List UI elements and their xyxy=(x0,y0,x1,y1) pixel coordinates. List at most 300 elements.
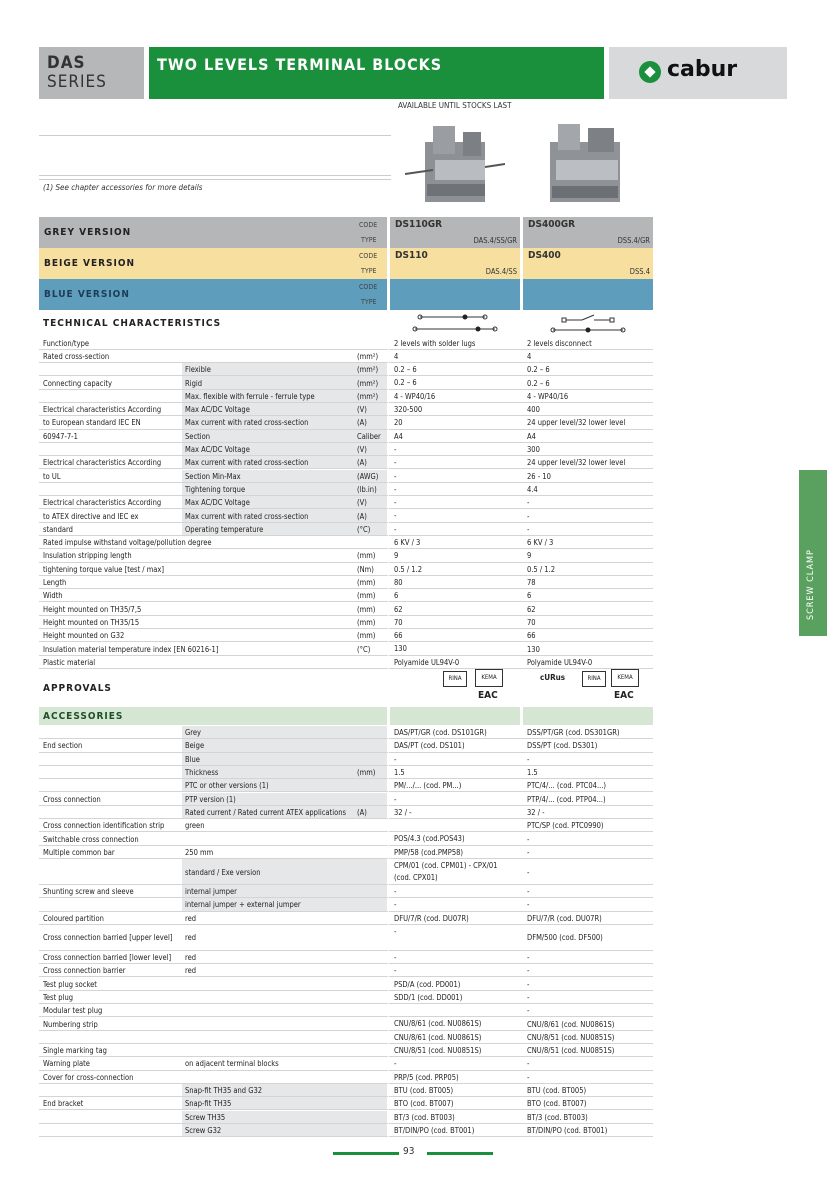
row-sublabel: Snap-fit TH35 and G32 xyxy=(185,1086,263,1096)
row-value-col1: 1.5 xyxy=(394,767,405,777)
row-value-col1: DFU/7/R (cod. DU07R) xyxy=(394,913,469,923)
table-row xyxy=(39,629,653,642)
row-sublabel: Max. flexible with ferrule - ferrule type xyxy=(185,391,315,401)
row-unit: (Nm) xyxy=(357,564,374,574)
row-unit: (°C) xyxy=(357,644,371,654)
row-value-col2: - xyxy=(527,1006,530,1016)
row-value-col1: - xyxy=(394,471,397,481)
row-label: Connecting capacity xyxy=(43,378,112,388)
version-label: BEIGE VERSION xyxy=(44,258,136,269)
row-sublabel: Max current with rated cross-section xyxy=(185,511,309,521)
col-sep xyxy=(388,859,389,885)
row-sublabel: Rigid xyxy=(185,378,203,388)
logo-text: cabur xyxy=(667,57,738,82)
row-label: Length xyxy=(43,578,67,588)
table-row xyxy=(39,656,653,669)
row-unit: (V) xyxy=(357,498,367,508)
row-sublabel: Max current with rated cross-section xyxy=(185,458,309,468)
col-sep xyxy=(388,885,389,898)
table-row xyxy=(39,964,653,977)
row-label: Electrical characteristics According xyxy=(43,498,162,508)
col-sep xyxy=(388,549,389,562)
row-label: End section xyxy=(43,741,83,751)
col-sep xyxy=(388,509,389,522)
col-sep xyxy=(388,390,389,403)
col-sep xyxy=(388,1017,389,1030)
col-sep xyxy=(388,991,389,1004)
col-sep xyxy=(388,403,389,416)
table-row xyxy=(39,576,653,589)
row-unit: (mm) xyxy=(357,617,376,627)
row-label: Width xyxy=(43,591,63,601)
row-value-col2: 4.4 xyxy=(527,484,538,494)
row-value-col2: 300 xyxy=(527,445,540,455)
approval-rina-icon: RINA xyxy=(443,671,467,687)
row-value-col1-extra: (cod. CPX01) xyxy=(394,873,438,882)
table-row xyxy=(39,456,653,469)
col-sep xyxy=(388,337,389,350)
row-value-col1: PM/.../... (cod. PM...) xyxy=(394,781,462,791)
table-row xyxy=(39,806,653,819)
side-tab-label: SCREW CLAMP xyxy=(806,549,816,620)
availability-note: AVAILABLE UNTIL STOCKS LAST xyxy=(398,101,512,110)
row-value-col1: - xyxy=(394,1059,397,1069)
row-value-col2: - xyxy=(527,754,530,764)
row-value-col2: 0.2 – 6 xyxy=(527,365,550,375)
row-value-col1: DAS/PT/GR (cod. DS101GR) xyxy=(394,728,487,737)
table-row xyxy=(39,603,653,616)
table-row xyxy=(39,978,653,991)
subgroup-bg xyxy=(182,753,387,766)
col-sep xyxy=(388,846,389,859)
row-label: standard xyxy=(43,524,73,534)
row-label: Plastic material xyxy=(43,657,96,667)
approval-eac-icon: EAC xyxy=(614,690,634,701)
brand-logo xyxy=(609,47,787,99)
row-value-col2: 6 xyxy=(527,591,532,601)
row-value-col2: 0.2 – 6 xyxy=(527,378,550,388)
col-sep xyxy=(388,576,389,589)
row-value-col2: - xyxy=(527,511,530,521)
side-tab xyxy=(799,470,827,636)
table-row xyxy=(39,483,653,496)
row-sublabel: Flexible xyxy=(185,365,211,375)
row-value-col2: Polyamide UL94V-0 xyxy=(527,657,593,667)
col-sep xyxy=(388,456,389,469)
row-value-col1: BT/3 (cod. BT003) xyxy=(394,1112,455,1122)
col-sep xyxy=(388,496,389,509)
row-value-col1: PMP/58 (cod.PMP58) xyxy=(394,847,464,857)
row-label: Cover for cross-connection xyxy=(43,1072,134,1082)
row-value-col2: - xyxy=(527,979,530,989)
product-image-ds110 xyxy=(405,112,505,207)
col2-type: DSS.4/GR xyxy=(617,236,650,245)
version-label: GREY VERSION xyxy=(44,227,132,238)
row-value-col2: 62 xyxy=(527,604,536,614)
divider xyxy=(39,179,391,180)
row-value-col1: CNU/8/51 (cod. NU0851S) xyxy=(394,1046,482,1055)
row-value-col1: 80 xyxy=(394,577,403,587)
table-row xyxy=(39,363,653,376)
table-row xyxy=(39,885,653,898)
row-label: Rated cross-section xyxy=(43,351,110,361)
page-title: TWO LEVELS TERMINAL BLOCKS xyxy=(157,55,443,74)
col-sep xyxy=(388,616,389,629)
row-value-col1: BTU (cod. BT005) xyxy=(394,1085,454,1095)
row-unit: (A) xyxy=(357,807,367,817)
row-sublabel: Grey xyxy=(185,728,201,738)
row-label: End bracket xyxy=(43,1099,84,1109)
row-value-col2: BT/3 (cod. BT003) xyxy=(527,1112,588,1122)
row-value-col1: 320-500 xyxy=(394,405,423,414)
row-sublabel: red xyxy=(185,933,197,943)
table-row xyxy=(39,832,653,845)
col-sep xyxy=(388,1084,389,1097)
table-row xyxy=(39,496,653,509)
row-unit: (mm) xyxy=(357,768,376,778)
code-label: CODE xyxy=(359,221,378,229)
row-value-col2: DSS/PT/GR (cod. DS301GR) xyxy=(527,728,620,738)
col2-code: DS400GR xyxy=(528,219,576,230)
row-sublabel: on adjacent terminal blocks xyxy=(185,1059,279,1069)
row-label: Cross connection identification strip xyxy=(43,821,165,831)
row-value-col1: BT/DIN/PO (cod. BT001) xyxy=(394,1125,475,1135)
table-row xyxy=(39,1111,653,1124)
row-unit: Caliber xyxy=(357,431,381,441)
table-row xyxy=(39,536,653,549)
row-sublabel: red xyxy=(185,966,197,976)
row-value-col2: PTC/SP (cod. PTC0990) xyxy=(527,821,604,831)
col2-type: DSS.4 xyxy=(629,267,650,276)
table-row xyxy=(39,859,653,885)
row-unit: (mm²) xyxy=(357,351,379,361)
table-row xyxy=(39,443,653,456)
col-sep xyxy=(388,563,389,576)
table-row xyxy=(39,925,653,951)
row-value-col1: Polyamide UL94V-0 xyxy=(394,657,460,667)
col-sep xyxy=(388,726,389,739)
approval-rina-icon: RINA xyxy=(582,671,606,687)
table-row xyxy=(39,846,653,859)
col-sep xyxy=(388,753,389,766)
accessories-section-title: ACCESSORIES xyxy=(43,711,124,722)
row-sublabel: PTP version (1) xyxy=(185,794,236,804)
col-sep xyxy=(388,350,389,363)
row-value-col1: 4 xyxy=(394,351,399,361)
row-value-col1: 0.2 – 6 xyxy=(394,378,417,388)
row-label: Coloured partition xyxy=(43,913,104,923)
col1-code: DS110GR xyxy=(395,219,443,230)
row-value-col1: - xyxy=(394,900,397,910)
row-label: Function/type xyxy=(43,338,90,348)
table-row xyxy=(39,726,653,739)
row-sublabel: 250 mm xyxy=(185,847,214,857)
row-value-col2: - xyxy=(527,953,530,963)
row-value-col2: 32 / - xyxy=(527,807,545,817)
row-sublabel: Screw TH35 xyxy=(185,1112,226,1122)
col-sep xyxy=(388,629,389,642)
table-row xyxy=(39,376,653,389)
row-value-col2: 78 xyxy=(527,578,536,588)
row-value-col2: 4 xyxy=(527,351,532,361)
col-sep xyxy=(388,951,389,964)
version-row xyxy=(39,279,653,310)
row-value-col1: - xyxy=(394,511,397,521)
row-label: Cross connection barried [lower level] xyxy=(43,953,172,963)
row-label: Rated impulse withstand voltage/pollution degree xyxy=(43,538,212,548)
table-row xyxy=(39,1084,653,1097)
row-value-col2: DSS/PT (cod. DS301) xyxy=(527,741,598,751)
row-sublabel: Beige xyxy=(185,741,205,751)
row-label: Height mounted on TH35/15 xyxy=(43,617,140,627)
page-number: 93 xyxy=(403,1146,415,1157)
row-sublabel: Section Min-Max xyxy=(185,471,241,481)
row-label: 60947-7-1 xyxy=(43,431,78,441)
row-sublabel: Screw G32 xyxy=(185,1125,222,1135)
row-label: Height mounted on TH35/7,5 xyxy=(43,604,142,614)
row-value-col2: - xyxy=(527,847,530,857)
row-value-col1: 32 / - xyxy=(394,807,412,817)
row-value-col1: 6 KV / 3 xyxy=(394,538,421,547)
row-label: Height mounted on G32 xyxy=(43,631,125,641)
row-value-col2: 130 xyxy=(527,644,540,654)
diagram-disconnect-icon xyxy=(548,312,628,334)
col-sep xyxy=(388,978,389,991)
footer-rule xyxy=(333,1152,399,1155)
row-unit: (lb.in) xyxy=(357,484,377,494)
table-row xyxy=(39,589,653,602)
subgroup-bg xyxy=(182,726,387,739)
row-value-col2: 24 upper level/32 lower level xyxy=(527,458,626,468)
table-row xyxy=(39,1057,653,1070)
table-row xyxy=(39,779,653,792)
row-sublabel: green xyxy=(185,821,205,831)
subgroup-bg xyxy=(182,739,387,752)
row-value-col1: - xyxy=(394,794,397,804)
row-sublabel: Max AC/DC Voltage xyxy=(185,498,250,508)
row-value-col2: 6 KV / 3 xyxy=(527,538,554,548)
table-row xyxy=(39,1044,653,1057)
series-name: DAS xyxy=(47,53,86,73)
row-value-col1: DAS/PT (cod. DS101) xyxy=(394,741,465,751)
table-row xyxy=(39,753,653,766)
row-label: Switchable cross connection xyxy=(43,834,139,844)
row-value-col2: PTP/4/... (cod. PTP04...) xyxy=(527,794,606,804)
col-sep xyxy=(388,766,389,779)
table-row xyxy=(39,549,653,562)
row-label: Test plug socket xyxy=(43,979,97,989)
row-unit: (A) xyxy=(357,458,367,468)
row-label: Warning plate xyxy=(43,1059,90,1069)
row-value-col2: 66 xyxy=(527,631,536,641)
table-row xyxy=(39,523,653,536)
row-value-col2: A4 xyxy=(527,431,536,441)
table-row xyxy=(39,337,653,350)
row-value-col1: CPM/01 (cod. CPM01) - CPX/01 xyxy=(394,861,498,870)
row-value-col2: - xyxy=(527,1059,530,1069)
row-value-col1: 20 xyxy=(394,418,403,428)
row-value-col1: 70 xyxy=(394,617,403,627)
row-sublabel: Thickness xyxy=(185,768,219,778)
series-label: SERIES xyxy=(47,72,107,92)
row-value-col1: CNU/8/61 (cod. NU0861S) xyxy=(394,1032,482,1042)
row-value-col2: CNU/8/61 (cod. NU0861S) xyxy=(527,1019,615,1029)
table-row xyxy=(39,898,653,911)
row-value-col2: - xyxy=(527,834,530,844)
row-label: Electrical characteristics According xyxy=(43,405,162,415)
approval-ul-icon: cURus xyxy=(540,673,566,682)
row-value-col1: SDD/1 (cod. DD001) xyxy=(394,992,463,1002)
col-sep xyxy=(388,832,389,845)
type-label: TYPE xyxy=(361,236,377,244)
col-sep xyxy=(388,656,389,669)
footer-rule xyxy=(427,1152,493,1155)
row-value-col2: CNU/8/51 (cod. NU0851S) xyxy=(527,1032,615,1042)
row-label: Multiple common bar xyxy=(43,847,115,857)
row-value-col2: - xyxy=(527,498,530,508)
row-unit: (V) xyxy=(357,405,367,415)
row-value-col2: 26 - 10 xyxy=(527,471,551,481)
table-row xyxy=(39,739,653,752)
col-sep xyxy=(388,536,389,549)
row-value-col2: DFM/500 (cod. DF500) xyxy=(527,933,603,943)
table-row xyxy=(39,470,653,483)
product-image-ds400 xyxy=(540,110,630,205)
row-label: Single marking tag xyxy=(43,1046,107,1056)
row-sublabel: Blue xyxy=(185,754,200,764)
row-value-col2: 2 levels disconnect xyxy=(527,338,592,348)
table-row xyxy=(39,350,653,363)
row-unit: (mm) xyxy=(357,591,376,601)
row-sublabel: Operating temperature xyxy=(185,524,264,534)
approval-kema-icon: KEMA xyxy=(611,669,639,687)
footnote: (1) See chapter accessories for more details xyxy=(43,183,203,192)
row-value-col1: 66 xyxy=(394,631,403,641)
row-sublabel: Max AC/DC Voltage xyxy=(185,445,250,455)
row-value-col1: - xyxy=(394,524,397,534)
col-sep xyxy=(388,806,389,819)
divider xyxy=(39,135,391,136)
row-value-col2: - xyxy=(527,992,530,1002)
row-value-col2: BTU (cod. BT005) xyxy=(527,1086,587,1096)
col-sep xyxy=(388,1071,389,1084)
col-sep xyxy=(388,416,389,429)
col-sep xyxy=(388,363,389,376)
col-sep xyxy=(388,589,389,602)
table-row xyxy=(39,793,653,806)
row-sublabel: standard / Exe version xyxy=(185,867,261,877)
row-value-col2: - xyxy=(527,900,530,910)
row-label: to ATEX directive and IEC ex xyxy=(43,511,139,521)
col1-type: DAS.4/SS/GR xyxy=(473,236,517,245)
row-value-col1: - xyxy=(394,444,397,454)
row-label: Electrical characteristics According xyxy=(43,458,162,468)
row-value-col1: PSD/A (cod. PD001) xyxy=(394,979,461,989)
col-sep xyxy=(388,376,389,389)
row-unit: (mm²) xyxy=(357,378,379,388)
row-label: Insulation material temperature index [EN 60216-1] xyxy=(43,644,219,654)
col-sep xyxy=(388,898,389,911)
row-value-col2: 0.5 / 1.2 xyxy=(527,564,556,574)
col-sep xyxy=(388,603,389,616)
row-sublabel: Tightening torque xyxy=(185,484,246,494)
table-row xyxy=(39,991,653,1004)
code-label: CODE xyxy=(359,252,378,260)
col2-code: DS400 xyxy=(528,250,561,261)
col-sep xyxy=(388,1004,389,1017)
col-sep xyxy=(388,1111,389,1124)
version-bg-col1 xyxy=(390,279,520,310)
row-value-col2: 1.5 xyxy=(527,768,538,778)
row-value-col1: - xyxy=(394,484,397,494)
col-sep xyxy=(388,819,389,832)
series-block xyxy=(39,47,144,99)
col-sep xyxy=(388,470,389,483)
version-row xyxy=(39,217,653,248)
row-value-col1: CNU/8/61 (cod. NU0861S) xyxy=(394,1019,482,1029)
row-value-col2: CNU/8/51 (cod. NU0851S) xyxy=(527,1046,615,1056)
row-label: to European standard IEC EN xyxy=(43,418,141,428)
col-sep xyxy=(388,483,389,496)
table-row xyxy=(39,1097,653,1110)
row-value-col1: PRP/5 (cod. PRP05) xyxy=(394,1072,459,1082)
row-divider xyxy=(39,668,653,669)
row-value-col1: POS/4.3 (cod.POS43) xyxy=(394,834,465,844)
col-sep xyxy=(388,430,389,443)
table-row xyxy=(39,1071,653,1084)
version-bg-col2 xyxy=(523,279,653,310)
col-sep xyxy=(388,925,389,951)
row-value-col1: 6 xyxy=(394,591,399,601)
divider xyxy=(39,175,391,176)
diagram-solder-lugs-icon xyxy=(410,312,500,334)
row-unit: (V) xyxy=(357,445,367,455)
col1-type: DAS.4/SS xyxy=(485,267,517,276)
row-value-col2: BT/DIN/PO (cod. BT001) xyxy=(527,1125,608,1135)
row-label: Insulation stripping length xyxy=(43,551,132,561)
row-value-col1: - xyxy=(394,887,397,896)
table-row xyxy=(39,1031,653,1044)
row-unit: (mm) xyxy=(357,578,376,588)
table-row xyxy=(39,912,653,925)
row-value-col2: DFU/7/R (cod. DU07R) xyxy=(527,913,602,923)
table-row xyxy=(39,390,653,403)
col-sep xyxy=(388,793,389,806)
accessories-header-bar-col1 xyxy=(390,707,520,725)
row-value-col2: - xyxy=(527,867,530,877)
row-label: Numbering strip xyxy=(43,1019,98,1029)
table-row xyxy=(39,1017,653,1030)
row-value-col1: - xyxy=(394,926,397,936)
table-row xyxy=(39,819,653,832)
row-value-col2: - xyxy=(527,887,530,897)
row-sublabel: internal jumper + external jumper xyxy=(185,900,301,910)
row-value-col2: - xyxy=(527,966,530,976)
table-row xyxy=(39,616,653,629)
row-value-col1: BTO (cod. BT007) xyxy=(394,1099,454,1109)
row-sublabel: internal jumper xyxy=(185,887,237,897)
type-label: TYPE xyxy=(361,298,377,306)
row-label: Modular test plug xyxy=(43,1006,103,1016)
table-row xyxy=(39,1004,653,1017)
row-unit: (mm) xyxy=(357,604,376,614)
row-value-col1: - xyxy=(394,498,397,508)
row-unit: (mm²) xyxy=(357,365,379,375)
row-label: Test plug xyxy=(43,992,74,1002)
approval-eac-icon: EAC xyxy=(478,690,498,701)
table-row xyxy=(39,642,653,655)
row-sublabel: red xyxy=(185,913,197,923)
